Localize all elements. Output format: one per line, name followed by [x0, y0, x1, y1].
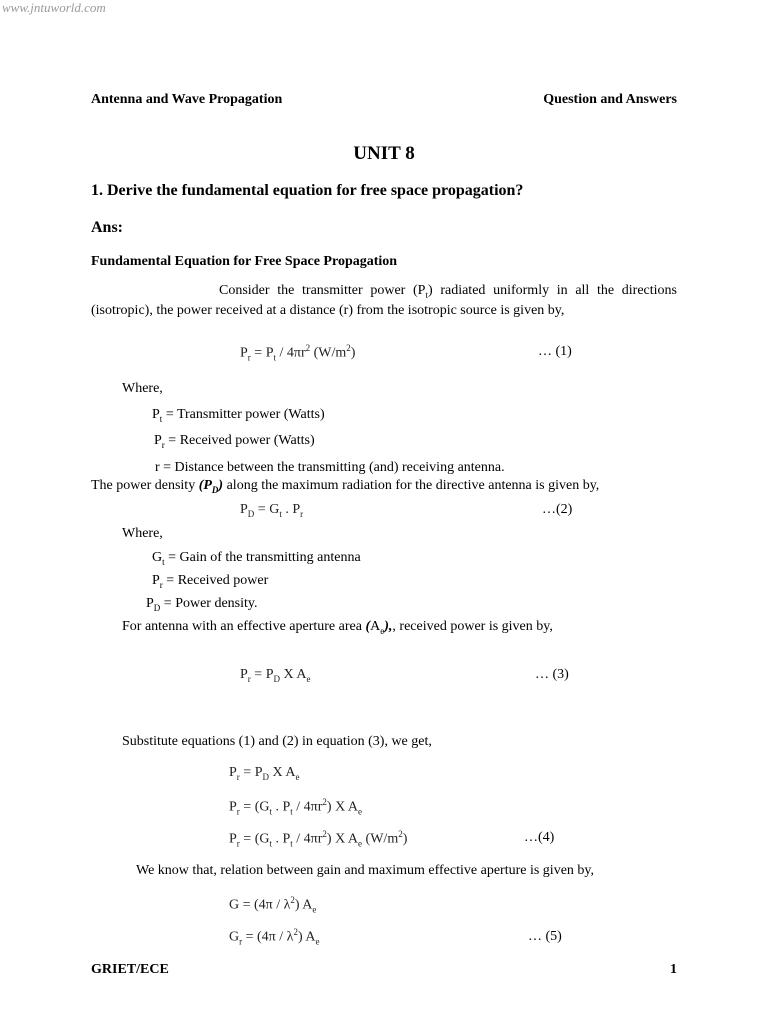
equation-gain: $G = (4\pi / \lambda^2)$ $A_e$	[229, 895, 317, 915]
equation-4-number: …(4)	[524, 830, 555, 845]
definition-gt: $G_t$ = Gain of the transmitting antenna	[152, 550, 361, 567]
where-label-1: Where,	[122, 381, 163, 396]
equation-3: $P_r = P_D$ X $A_e$	[240, 667, 311, 684]
definition-pr-2: $P_r$ = Received power	[152, 573, 269, 590]
section-subheading: Fundamental Equation for Free Space Propagation	[91, 254, 398, 269]
definition-r: r = Distance between the transmitting (and) receiving antenna.	[155, 460, 505, 475]
footer-department: GRIET/ECE	[91, 962, 169, 977]
equation-2-number: …(2)	[542, 502, 573, 517]
definition-pd: $P_D$ = Power density.	[146, 596, 258, 613]
equation-5-number: … (5)	[528, 929, 562, 944]
equation-1: $P_r = P_t / 4\pi r^2$ $(W/m^2)$	[240, 343, 356, 363]
equation-step-3: $P_r = (G_t$ . $P_t / 4\pi r^2$) X $A_e$ $(W/m^2)$	[229, 829, 408, 849]
equation-5: $G_r = (4\pi / \lambda^2)$ $A_e$	[229, 927, 320, 947]
equation-2: $P_D = G_t$ . $P_r$	[240, 502, 304, 519]
equation-1-number: … (1)	[538, 344, 572, 359]
answer-label: Ans:	[91, 219, 124, 236]
header-subject: Antenna and Wave Propagation	[91, 92, 283, 107]
equation-3-number: … (3)	[535, 667, 569, 682]
power-density-line: The power density $(P_D)$ along the maximum radiation for the directive antenna is given by,	[91, 478, 600, 495]
intro-paragraph-text: Consider the transmitter power $(P_t)$ radiated uniformly in all the directions (isotropic), the power received at a distance (r) from the isotropic source is given by,	[91, 283, 677, 318]
unit-title: UNIT 8	[353, 143, 415, 164]
page-number: 1	[670, 962, 677, 977]
header-doc-type: Question and Answers	[543, 92, 677, 107]
watermark: www.jntuworld.com	[2, 0, 106, 15]
definition-pt: $P_t$ = Transmitter power (Watts)	[152, 407, 325, 424]
relation-line: We know that, relation between gain and maximum effective aperture is given by,	[136, 863, 594, 878]
definition-pr: $P_r$ = Received power (Watts)	[154, 433, 315, 450]
equation-step-2: $P_r = (G_t$ . $P_t / 4\pi r^2$) X $A_e$	[229, 797, 363, 817]
substitute-line: Substitute equations (1) and (2) in equation (3), we get,	[122, 734, 432, 749]
aperture-line: For antenna with an effective aperture area $(A_e)$,, received power is given by,	[122, 619, 553, 636]
where-label-2: Where,	[122, 526, 163, 541]
equation-step-1: $P_r = P_D$ X $A_e$	[229, 765, 300, 782]
question-heading: 1. Derive the fundamental equation for free space propagation?	[91, 182, 524, 199]
intro-paragraph	[91, 283, 677, 318]
